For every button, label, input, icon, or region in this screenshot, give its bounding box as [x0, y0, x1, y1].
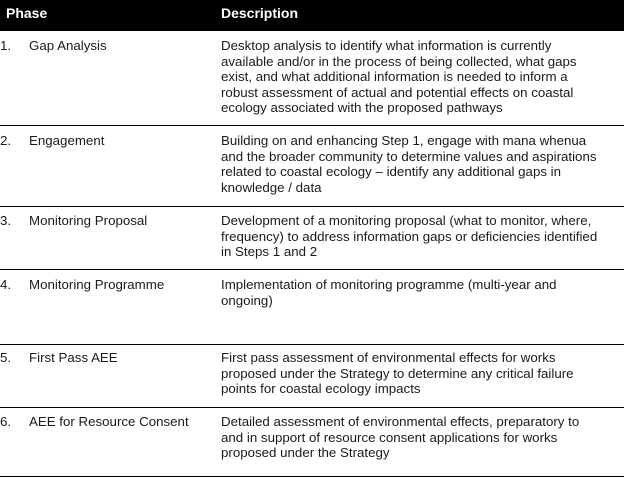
row-number: 5.: [0, 350, 12, 365]
row-phase: Gap Analysis: [29, 38, 107, 53]
row-number: 3.: [0, 213, 12, 228]
row-description: Implementation of monitoring programme (multi-year and ongoing): [221, 277, 557, 308]
row-number: 4.: [0, 277, 12, 292]
row-divider: [0, 344, 624, 345]
row-divider: [0, 206, 624, 207]
header-description: Description: [221, 5, 299, 21]
row-description: First pass assessment of environmental effects for works proposed under the Strategy to determine any critical failure points for coastal ecology impacts: [221, 350, 574, 396]
row-phase: Engagement: [29, 133, 105, 148]
row-number: 6.: [0, 414, 12, 429]
row-phase: AEE for Resource Consent: [29, 414, 189, 429]
row-description: Development of a monitoring proposal (what to monitor, where, frequency) to address information gaps or deficiencies identified in Steps 1 and 2: [221, 213, 598, 259]
row-phase: Monitoring Programme: [29, 277, 165, 292]
row-divider: [0, 476, 624, 477]
table-header: [0, 0, 624, 31]
row-number: 2.: [0, 133, 12, 148]
row-phase: First Pass AEE: [29, 350, 118, 365]
row-divider: [0, 407, 624, 408]
row-description: Detailed assessment of environmental effects, preparatory to and in support of resource consent applications for works proposed under the Strategy: [221, 414, 580, 460]
row-description: Building on and enhancing Step 1, engage with mana whenua and the broader community to determine values and aspirations related to coastal ecology – identify any additional gaps in knowledge / data: [221, 133, 597, 195]
row-divider: [0, 269, 624, 270]
header-phase: Phase: [6, 5, 48, 21]
row-divider: [0, 125, 624, 126]
row-number: 1.: [0, 38, 12, 53]
row-description: Desktop analysis to identify what information is currently available and/or in the process of being collected, what gaps exist, and what additional information is needed to inform a robust assessment of actual and potential effects on coastal ecology associated with the proposed pathways: [221, 38, 577, 115]
row-phase: Monitoring Proposal: [29, 213, 148, 228]
